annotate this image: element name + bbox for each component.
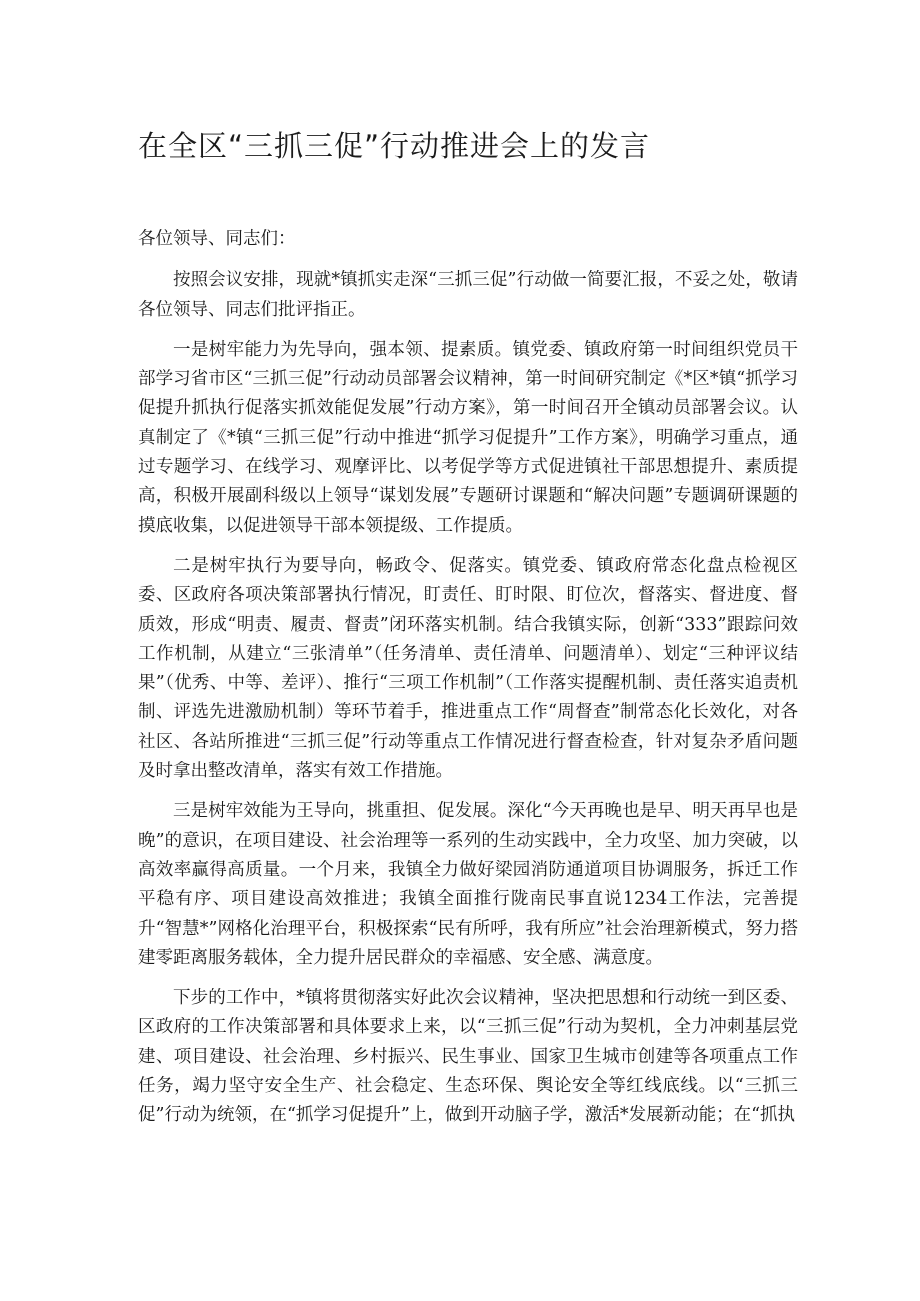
paragraph-next-steps: 下步的工作中，*镇将贯彻落实好此次会议精神，坚决把思想和行动统一到区委、区政府的工作决策部署和具体要求上来，以“三抓三促”行动为契机，全力冲刺基层党建、项目建设、社会治理、乡村振兴、民生事业、国家卫生城市创建等各项重点工作任务，竭力坚守安全生产、社会稳定、生态环保、舆论安全等红线底线。以“三抓三促”行动为统领，在“抓学习促提升”上，做到开动脑子学，激活*发展新动能；在“抓执 (138, 988, 798, 1126)
paragraph-intro: 按照会议安排，现就*镇抓实走深“三抓三促”行动做一简要汇报，不妥之处，敬请各位领导、同志们批评指正。 (138, 270, 798, 320)
paragraph-execution: 二是树牢执行为要导向，畅政令、促落实。镇党委、镇政府常态化盘点检视区委、区政府各项决策部署执行情况，盯责任、盯时限、盯位次，督落实、督进度、督质效，形成“明责、履责、督责”闭环落实机制。结合我镇实际，创新“333”跟踪问效工作机制，从建立“三张清单”（任务清单、责任清单、问题清单）、划定“三种评议结果”（优秀、中等、差评）、推行“三项工作机制”（工作落实提醒机制、责任落实追责机制、评选先进激励机制）等环节着手，推进重点工作“周督查”制常态化长效化，对各社区、各站所推进“三抓三促”行动等重点工作情况进行督查检查，针对复杂矛盾问题及时拿出整改清单，落实有效工作措施。 (138, 555, 798, 782)
document-title: 在全区“三抓三促”行动推进会上的发言 (138, 129, 651, 163)
paragraph-efficiency: 三是树牢效能为王导向，挑重担、促发展。深化“今天再晚也是早、明天再早也是晚”的意识，在项目建设、社会治理等一系列的生动实践中，全力攻坚、加力突破，以高效率赢得高质量。一个月来，我镇全力做好梁园消防通道项目协调服务，拆迁工作平稳有序、项目建设高效推进；我镇全面推行陇南民事直说1234工作法，完善提升“智慧*”网格化治理平台，积极探索“民有所呼，我有所应”社会治理新模式，努力搭建零距离服务载体，全力提升居民群众的幸福感、安全感、满意度。 (138, 801, 798, 968)
paragraph-ability: 一是树牢能力为先导向，强本领、提素质。镇党委、镇政府第一时间组织党员干部学习省市区“三抓三促”行动动员部署会议精神，第一时间研究制定《*区*镇“抓学习促提升抓执行促落实抓效能促发展”行动方案》，第一时间召开全镇动员部署会议。认真制定了《*镇“三抓三促”行动中推进“抓学习促提升”工作方案》，明确学习重点，通过专题学习、在线学习、观摩评比、以考促学等方式促进镇社干部思想提升、素质提高，积极开展副科级以上领导“谋划发展”专题研讨课题和“解决问题”专题调研课题的摸底收集，以促进领导干部本领提级、工作提质。 (138, 339, 798, 536)
salutation: 各位领导、同志们： (138, 229, 296, 249)
document-body (138, 225, 798, 1142)
